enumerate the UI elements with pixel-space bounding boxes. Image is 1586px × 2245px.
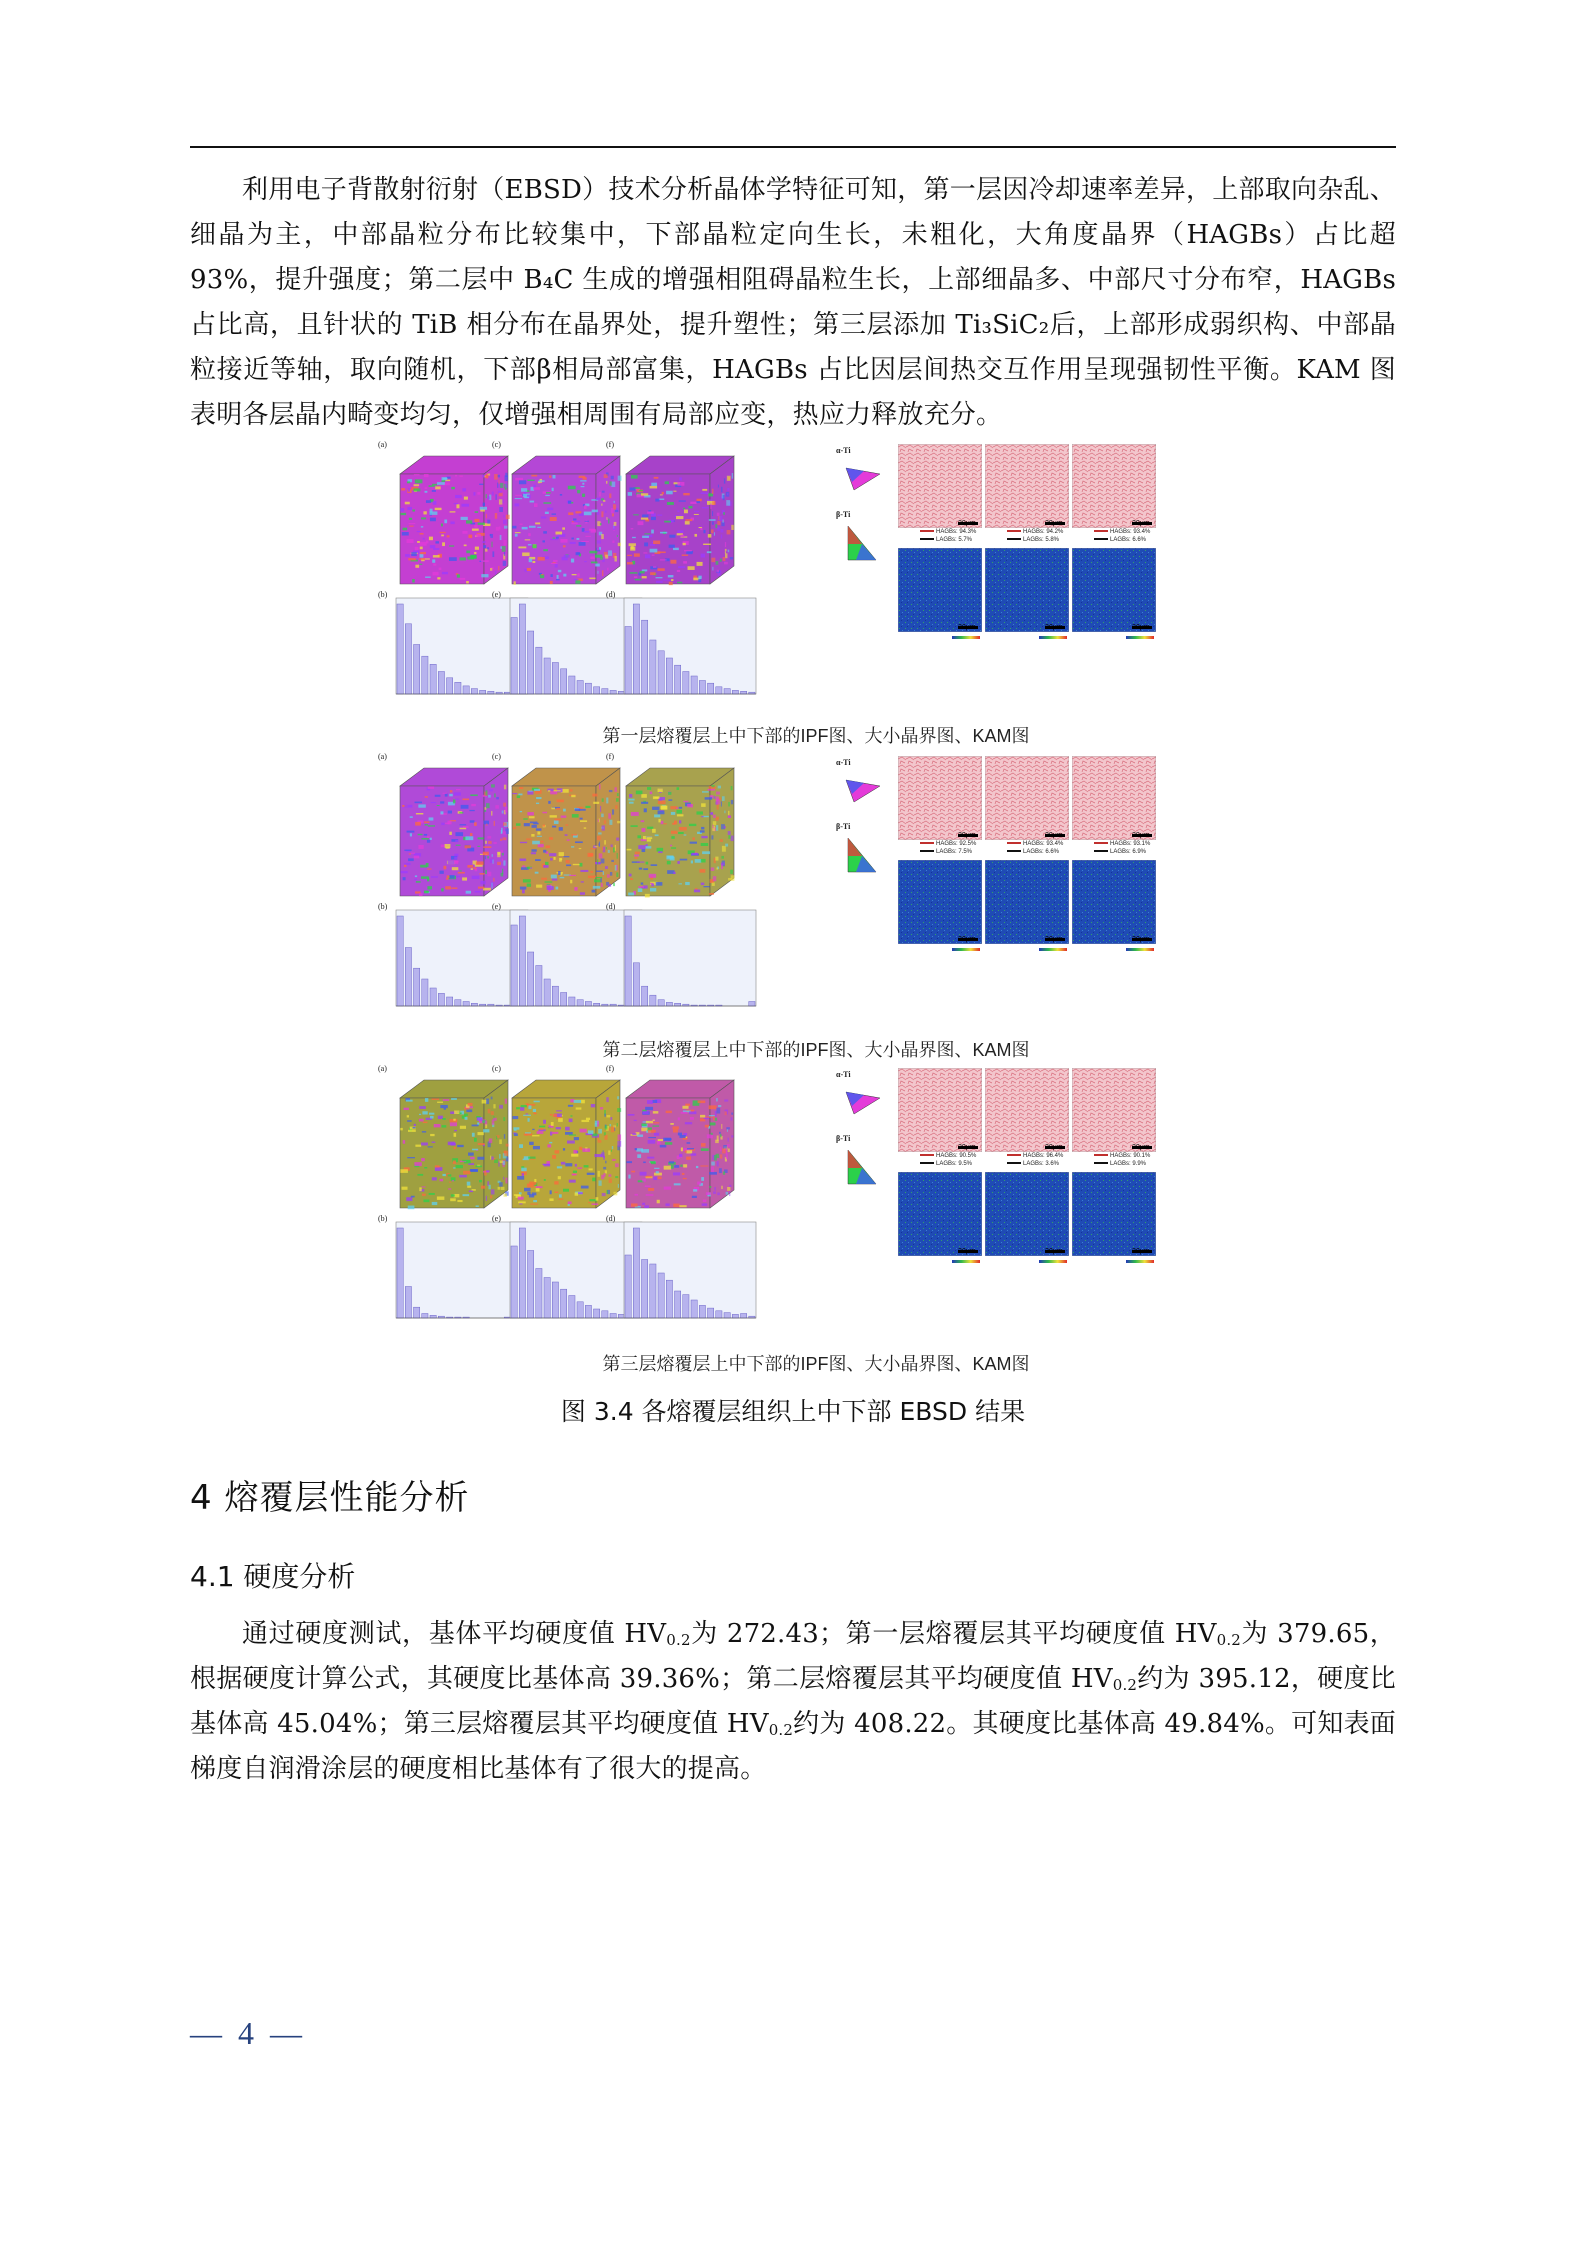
histogram-bar <box>658 1000 664 1006</box>
scale-bar-label: 20μm <box>1132 1248 1150 1255</box>
histogram-bar <box>455 682 461 694</box>
histogram-bar <box>716 687 722 694</box>
alpha-ti-label: α-Ti <box>836 446 851 455</box>
grain-boundary-map <box>985 444 1069 528</box>
grain-boundary-map <box>985 756 1069 840</box>
kam-map <box>1072 860 1156 944</box>
histogram-bar <box>519 1228 525 1318</box>
hv-subscript: 0.2 <box>1216 1631 1242 1649</box>
figure-subcaption-2: 第二层熔覆层上中下部的IPF图、大小晶界图、KAM图 <box>602 1040 1030 1060</box>
lagb-fraction-label: LAGBs: 5.8% <box>1007 537 1059 543</box>
scale-bar-label: 20μm <box>1045 624 1063 631</box>
histogram-bar <box>519 916 525 1006</box>
histogram-bar <box>749 1002 755 1007</box>
hist-label: (b) <box>378 590 388 599</box>
histogram-bar <box>544 1278 550 1319</box>
histogram-bar <box>675 1003 681 1006</box>
grain-size-histogram <box>606 592 762 716</box>
histogram-bar <box>625 1255 631 1318</box>
histogram-bar <box>650 640 656 694</box>
ipf-cube-drawing <box>606 1068 762 1218</box>
histogram-bar <box>397 1228 403 1318</box>
histogram-bar <box>447 997 453 1006</box>
histogram-bar <box>594 1309 600 1318</box>
lagb-fraction-label: LAGBs: 3.6% <box>1007 1161 1059 1167</box>
histogram-bar <box>650 1264 656 1318</box>
paragraph-ebsd-analysis: 利用电子背散射衍射（EBSD）技术分析晶体学特征可知，第一层因冷却速率差异，上部取向杂乱、细晶为主，中部晶粒分布比较集中，下部晶粒定向生长，未粗化，大角度晶界（HAGBs）占比超 93%，提升强度；第二层中 B₄C 生成的增强相阻碍晶粒生长，上部细晶多、中部尺寸分布窄，HAGBs 占比高，且针状的 TiB 相分布在晶界处，提升塑性；第三层添加 Ti₃SiC₂后，上部形成弱织构、中部晶粒接近等轴，取向随机，下部β相局部富集，HAGBs 占比因层间热交互作用呈现强韧性平衡。KAM 图表明各层晶内畸变均匀，仅增强相周围有局部应变，热应力释放充分。 <box>190 175 1396 430</box>
lagb-fraction-label: LAGBs: 9.9% <box>1094 1161 1146 1167</box>
cube-label: (f) <box>606 440 614 449</box>
histogram-bar <box>528 952 534 1006</box>
histogram-bar <box>430 1315 436 1318</box>
hagb-fraction-label: HAGBs: 96.4% <box>1007 1153 1063 1159</box>
histogram-bar <box>683 672 689 695</box>
cube-label: (f) <box>606 1064 614 1073</box>
hagb-fraction-label: HAGBs: 93.4% <box>1007 841 1063 847</box>
ipf-cube-drawing <box>606 444 762 594</box>
kam-map <box>985 860 1069 944</box>
hist-label: (e) <box>492 902 501 911</box>
grain-boundary-map <box>898 1068 982 1152</box>
histogram-bar <box>633 604 639 694</box>
histogram-bar <box>438 672 444 695</box>
lagb-fraction-label: LAGBs: 6.6% <box>1007 849 1059 855</box>
histogram-bar <box>699 681 705 695</box>
ebsd-panel-2 <box>374 752 1258 1058</box>
ipf-cube-2f <box>606 756 762 906</box>
ipf-cube-1f <box>606 444 762 594</box>
histogram-bar <box>577 681 583 695</box>
histogram-bar <box>422 979 428 1006</box>
hardness-text: 通过硬度测试，基体平均硬度值 HV <box>242 1619 667 1649</box>
histogram-bar <box>724 1313 730 1318</box>
histogram-bar <box>536 1269 542 1319</box>
cube-label: (c) <box>492 752 501 761</box>
histogram-bar <box>708 683 714 694</box>
histogram-bar <box>585 1002 591 1007</box>
histogram-bar <box>625 627 631 695</box>
kam-color-scale <box>952 948 980 951</box>
hist-label: (d) <box>606 1214 616 1223</box>
kam-color-scale <box>1039 1260 1067 1263</box>
lagb-fraction-label: LAGBs: 9.5% <box>920 1161 972 1167</box>
hardness-text: 为 272.43；第一层熔覆层其平均硬度值 HV <box>690 1619 1217 1649</box>
alpha-ti-label: α-Ti <box>836 758 851 767</box>
histogram-bar <box>511 1246 517 1318</box>
scale-bar-label: 20μm <box>1132 936 1150 943</box>
kam-color-scale <box>1039 948 1067 951</box>
histogram-bar <box>561 993 567 1007</box>
scale-bar-label: 20μm <box>1045 1248 1063 1255</box>
grain-size-histogram <box>606 1216 762 1340</box>
histogram-bar <box>577 1000 583 1006</box>
histogram-bar <box>675 665 681 694</box>
hist-label: (d) <box>606 590 616 599</box>
histogram-bar <box>569 997 575 1006</box>
histogram-bar <box>666 658 672 694</box>
scale-bar-label: 20μm <box>958 832 976 839</box>
histogram-bar <box>430 988 436 1006</box>
cube-label: (a) <box>378 1064 387 1073</box>
ipf-color-key-icon <box>844 772 884 892</box>
histogram-bar <box>528 1251 534 1319</box>
header-rule <box>190 146 1396 148</box>
histogram-bar <box>405 624 411 694</box>
hv-subscript: 0.2 <box>666 1631 691 1649</box>
scale-bar-label: 20μm <box>1045 936 1063 943</box>
kam-color-scale <box>1126 1260 1154 1263</box>
histogram-bar <box>471 689 477 694</box>
section-heading: 4 熔覆层性能分析 <box>190 1478 470 1518</box>
hist-label: (e) <box>492 590 501 599</box>
scale-bar-label: 20μm <box>1132 1144 1150 1151</box>
histogram-bar <box>552 663 558 695</box>
histogram-bar <box>463 686 469 694</box>
grain-boundary-map <box>1072 756 1156 840</box>
ipf-cube-drawing <box>606 756 762 906</box>
histogram-bar <box>585 1305 591 1318</box>
histogram-bar <box>691 1300 697 1318</box>
histogram-bar <box>438 993 444 1006</box>
page-number: — 4 — <box>190 2015 306 2051</box>
histogram-bar <box>577 1302 583 1318</box>
ipf-cube-3f <box>606 1068 762 1218</box>
grain-boundary-map <box>898 756 982 840</box>
histogram-bar <box>471 1003 477 1006</box>
histogram-bar <box>544 979 550 1006</box>
histogram-bar <box>642 1260 648 1319</box>
histogram-bar <box>650 995 656 1006</box>
histogram-bar <box>732 690 738 694</box>
scale-bar-label: 20μm <box>958 936 976 943</box>
histogram-bar <box>642 620 648 694</box>
histogram-bar <box>544 658 550 694</box>
lagb-fraction-label: LAGBs: 6.6% <box>1094 537 1146 543</box>
histogram-bar <box>699 1305 705 1318</box>
histogram-bar <box>683 1295 689 1318</box>
histogram-bar <box>569 676 575 694</box>
ebsd-panel-1 <box>374 440 1258 746</box>
hv-subscript: 0.2 <box>768 1721 794 1739</box>
histogram-bar <box>430 664 436 694</box>
histogram-bar <box>405 1287 411 1319</box>
lagb-fraction-label: LAGBs: 7.5% <box>920 849 972 855</box>
histogram-bar <box>633 963 639 1006</box>
hagb-fraction-label: HAGBs: 94.3% <box>920 529 976 535</box>
cube-label: (a) <box>378 440 387 449</box>
kam-color-scale <box>952 1260 980 1263</box>
beta-ti-label: β-Ti <box>836 1134 851 1143</box>
histogram-bar <box>658 1273 664 1318</box>
kam-map <box>985 1172 1069 1256</box>
alpha-ti-label: α-Ti <box>836 1070 851 1079</box>
kam-map <box>985 548 1069 632</box>
hagb-fraction-label: HAGBs: 94.2% <box>1007 529 1063 535</box>
hist-label: (e) <box>492 1214 501 1223</box>
cube-label: (f) <box>606 752 614 761</box>
histogram-bar <box>536 966 542 1007</box>
kam-map <box>898 860 982 944</box>
histogram-bar <box>569 1296 575 1319</box>
scale-bar-label: 20μm <box>958 520 976 527</box>
scale-bar-label: 20μm <box>1132 832 1150 839</box>
hardness-text: 约为 408.22。其硬度比基体高 49.84%。可知表面梯度自润滑涂层的硬度相比基体有了很大的提高。 <box>190 1709 1396 1784</box>
kam-color-scale <box>1126 948 1154 951</box>
histogram-bar <box>536 647 542 694</box>
histogram-bar <box>561 669 567 694</box>
histogram-bar <box>552 986 558 1006</box>
grain-size-histogram <box>606 904 762 1028</box>
kam-color-scale <box>952 636 980 639</box>
kam-color-scale <box>1039 636 1067 639</box>
scale-bar-label: 20μm <box>958 624 976 631</box>
scale-bar-label: 20μm <box>1045 832 1063 839</box>
histogram-bar <box>666 1002 672 1006</box>
grain-boundary-map <box>1072 1068 1156 1152</box>
histogram-bar <box>642 986 648 1006</box>
hist-label: (b) <box>378 902 388 911</box>
kam-map <box>1072 1172 1156 1256</box>
histogram-bar <box>528 631 534 694</box>
beta-ti-label: β-Ti <box>836 822 851 831</box>
histogram-bar <box>414 968 420 1006</box>
histogram-bar <box>594 687 600 694</box>
grain-boundary-map <box>898 444 982 528</box>
ipf-color-key-icon <box>844 460 884 580</box>
histogram-bar <box>633 1228 639 1318</box>
histogram-bar <box>708 1308 714 1318</box>
ipf-color-key-icon <box>844 1084 884 1204</box>
hist-label: (b) <box>378 1214 388 1223</box>
subsection-heading: 4.1 硬度分析 <box>190 1560 356 1593</box>
histogram-bar <box>422 1314 428 1319</box>
grain-boundary-map <box>985 1068 1069 1152</box>
grain-boundary-map <box>1072 444 1156 528</box>
cube-label: (c) <box>492 440 501 449</box>
hist-label: (d) <box>606 902 616 911</box>
paragraph-hardness <box>190 1612 1396 1792</box>
histogram-bar <box>480 690 486 694</box>
histogram-bar <box>511 618 517 695</box>
hardness-text: 为 379.65，根据硬度计算公式，其硬度比基体高 39.36%；第二层熔覆层其平均硬度值 HV <box>190 1619 1396 1694</box>
cube-label: (c) <box>492 1064 501 1073</box>
scale-bar-label: 20μm <box>1132 624 1150 631</box>
histogram-bar <box>666 1280 672 1318</box>
histogram-bar <box>675 1291 681 1318</box>
kam-map <box>898 548 982 632</box>
hagb-fraction-label: HAGBs: 92.5% <box>920 841 976 847</box>
histogram-bar <box>511 925 517 1006</box>
histogram-bar <box>447 678 453 694</box>
histogram-bar <box>691 676 697 694</box>
kam-map <box>1072 548 1156 632</box>
histogram-bar <box>741 691 747 694</box>
histogram-bar <box>741 1314 747 1319</box>
beta-ti-label: β-Ti <box>836 510 851 519</box>
histogram-bar <box>422 656 428 694</box>
histogram-bar <box>414 1307 420 1318</box>
scale-bar-label: 20μm <box>1045 1144 1063 1151</box>
histogram-bar <box>519 604 525 694</box>
histogram-bar <box>732 1314 738 1318</box>
histogram-bar <box>561 1289 567 1318</box>
histogram-bar <box>405 948 411 1007</box>
histogram-bar <box>724 689 730 694</box>
figure-ebsd <box>374 440 1258 1378</box>
kam-color-scale <box>1126 636 1154 639</box>
histogram-bar <box>585 683 591 694</box>
ebsd-panel-3 <box>374 1064 1258 1370</box>
figure-subcaption-3: 第三层熔覆层上中下部的IPF图、大小晶界图、KAM图 <box>602 1354 1030 1374</box>
histogram-bar <box>397 916 403 1006</box>
scale-bar-label: 20μm <box>1045 520 1063 527</box>
scale-bar-label: 20μm <box>1132 520 1150 527</box>
cube-label: (a) <box>378 752 387 761</box>
hagb-fraction-label: HAGBs: 90.1% <box>1094 1153 1150 1159</box>
hardness-text: 约为 395.12，硬度比基体高 45.04%；第三层熔覆层其平均硬度值 HV <box>190 1664 1397 1739</box>
histogram-bar <box>463 1002 469 1007</box>
histogram-bar <box>552 1282 558 1318</box>
lagb-fraction-label: LAGBs: 5.7% <box>920 537 972 543</box>
lagb-fraction-label: LAGBs: 6.9% <box>1094 849 1146 855</box>
histogram-bar <box>625 916 631 1006</box>
hv-subscript: 0.2 <box>1112 1676 1138 1694</box>
histogram-bar <box>397 604 403 694</box>
histogram-bar <box>658 651 664 694</box>
scale-bar-label: 20μm <box>958 1144 976 1151</box>
figure-caption: 图 3.4 各熔覆层组织上中下部 EBSD 结果 <box>560 1397 1026 1426</box>
kam-map <box>898 1172 982 1256</box>
hagb-fraction-label: HAGBs: 93.4% <box>1094 529 1150 535</box>
hagb-fraction-label: HAGBs: 90.5% <box>920 1153 976 1159</box>
hagb-fraction-label: HAGBs: 93.1% <box>1094 841 1150 847</box>
histogram-bar <box>455 1000 461 1006</box>
scale-bar-label: 20μm <box>958 1248 976 1255</box>
histogram-bar <box>594 1003 600 1006</box>
figure-subcaption-1: 第一层熔覆层上中下部的IPF图、大小晶界图、KAM图 <box>602 726 1030 746</box>
histogram-bar <box>414 645 420 695</box>
histogram-bar <box>716 1311 722 1318</box>
